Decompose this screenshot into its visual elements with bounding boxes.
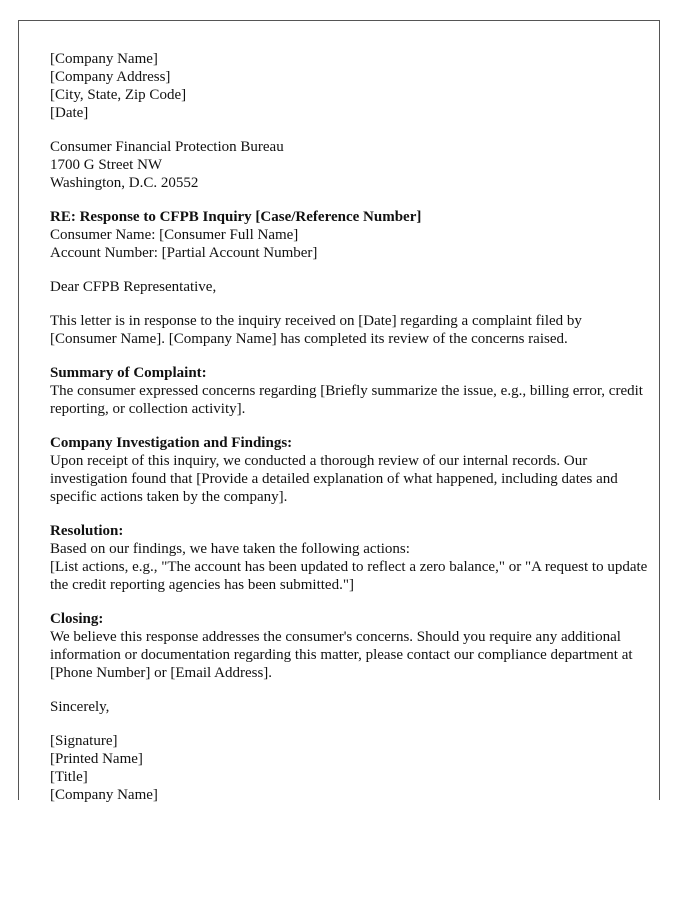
letter-page bbox=[18, 20, 660, 803]
investigation-text: Upon receipt of this inquiry, we conducted a thorough review of our internal records. Our investigation found that [Provide a detailed explanation of what happened, including dates and specific actions taken by the company]. bbox=[50, 453, 618, 505]
sender-block bbox=[50, 50, 650, 122]
sender-company-name: [Company Name] bbox=[50, 51, 158, 67]
closing-heading: Closing: bbox=[50, 611, 104, 627]
signoff-text: Sincerely, bbox=[50, 699, 110, 715]
account-number-line: Account Number: [Partial Account Number] bbox=[50, 245, 318, 261]
re-line: RE: Response to CFPB Inquiry [Case/Reference Number] bbox=[50, 209, 422, 225]
sender-city-state-zip: [City, State, Zip Code] bbox=[50, 87, 187, 103]
resolution-heading: Resolution: bbox=[50, 523, 124, 539]
investigation-section bbox=[50, 434, 650, 506]
recipient-name: Consumer Financial Protection Bureau bbox=[50, 139, 284, 155]
signoff bbox=[50, 698, 650, 716]
resolution-actions: [List actions, e.g., "The account has been updated to reflect a zero balance," or "A request to update the credit reporting agencies has been submitted."] bbox=[50, 559, 648, 593]
closing-text: We believe this response addresses the consumer's concerns. Should you require any additional information or documentation regarding this matter, please contact our compliance department at [Phone Number] or [Email Address]. bbox=[50, 629, 633, 681]
salutation-text: Dear CFPB Representative, bbox=[50, 279, 217, 295]
sender-company-address: [Company Address] bbox=[50, 69, 171, 85]
reference-block bbox=[50, 208, 650, 262]
consumer-name-line: Consumer Name: [Consumer Full Name] bbox=[50, 227, 299, 243]
signature-company-name: [Company Name] bbox=[50, 787, 158, 803]
resolution-intro: Based on our findings, we have taken the following actions: bbox=[50, 541, 410, 557]
letter-body bbox=[50, 50, 650, 804]
intro-text: This letter is in response to the inquiry received on [Date] regarding a complaint filed by [Consumer Name]. [Company Name] has completed its review of the concerns raised. bbox=[50, 313, 582, 347]
intro-paragraph bbox=[50, 312, 650, 348]
recipient-block bbox=[50, 138, 650, 192]
printed-name-line: [Printed Name] bbox=[50, 751, 143, 767]
recipient-city: Washington, D.C. 20552 bbox=[50, 175, 199, 191]
investigation-heading: Company Investigation and Findings: bbox=[50, 435, 293, 451]
salutation bbox=[50, 278, 650, 296]
summary-text: The consumer expressed concerns regarding [Briefly summarize the issue, e.g., billing error, credit reporting, or collection activity]. bbox=[50, 383, 643, 417]
summary-section bbox=[50, 364, 650, 418]
signature-line: [Signature] bbox=[50, 733, 118, 749]
letter-date: [Date] bbox=[50, 105, 89, 121]
title-line: [Title] bbox=[50, 769, 88, 785]
recipient-street: 1700 G Street NW bbox=[50, 157, 163, 173]
signature-block bbox=[50, 732, 650, 804]
resolution-section bbox=[50, 522, 650, 594]
summary-heading: Summary of Complaint: bbox=[50, 365, 207, 381]
closing-section bbox=[50, 610, 650, 682]
